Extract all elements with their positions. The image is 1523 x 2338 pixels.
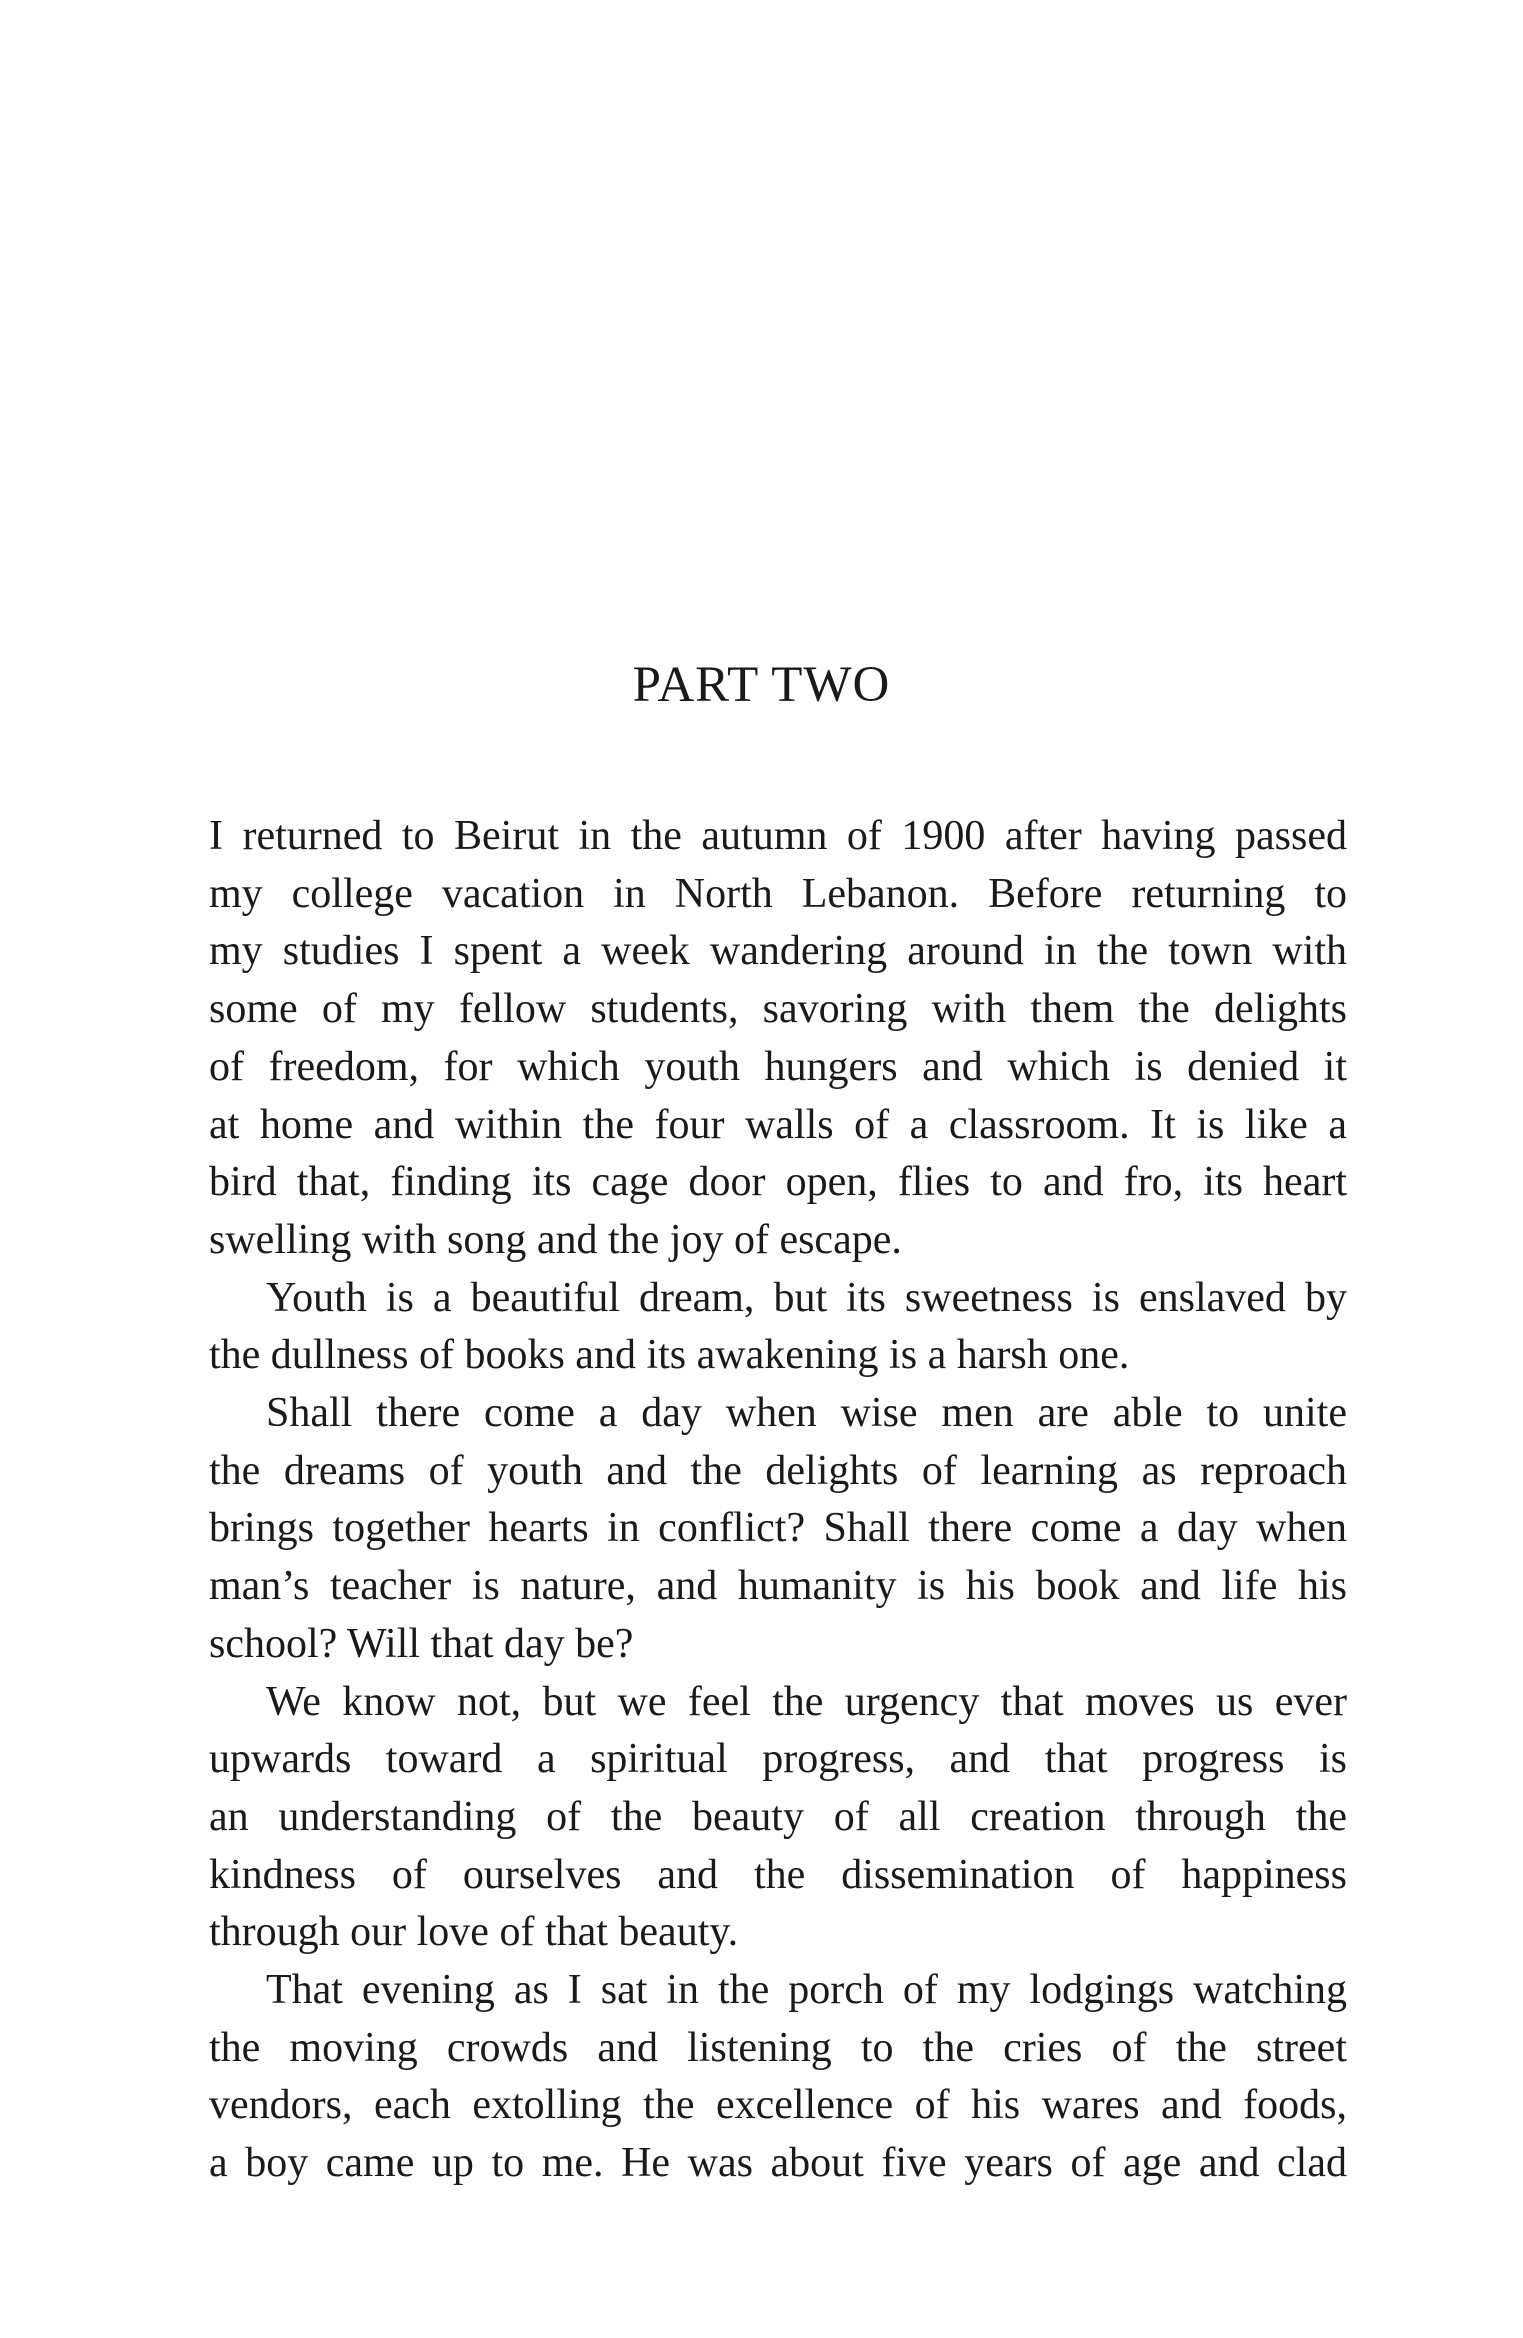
text-line: Shall there come a day when wise men are able to unite [266, 1390, 1347, 1437]
body-text [209, 808, 1347, 2193]
text-line: That evening as I sat in the porch of my lodgings watching [266, 1967, 1347, 2014]
text-line: the moving crowds and listening to the cries of the street [209, 2024, 1347, 2071]
text-line: brings together hearts in conflict? Shall there come a day when [209, 1505, 1347, 1552]
paragraph-3 [209, 1385, 1347, 1674]
text-line: bird that, finding its cage door open, flies to and fro, its heart [209, 1159, 1347, 1206]
text-line: Youth is a beautiful dream, but its sweetness is enslaved by [266, 1274, 1347, 1321]
text-line: through our love of that beauty. [209, 1909, 739, 1956]
text-line: We know not, but we feel the urgency that moves us ever [266, 1678, 1347, 1725]
text-line: at home and within the four walls of a classroom. It is like a [209, 1101, 1347, 1148]
text-line: swelling with song and the joy of escape. [209, 1216, 902, 1263]
text-line: my college vacation in North Lebanon. Before returning to [209, 870, 1347, 917]
text-line: school? Will that day be? [209, 1620, 634, 1667]
text-line: I returned to Beirut in the autumn of 1900 after having passed [209, 813, 1347, 859]
text-line: an understanding of the beauty of all creation through the [209, 1793, 1347, 1840]
text-line: the dreams of youth and the delights of learning as reproach [209, 1447, 1347, 1494]
text-line: kindness of ourselves and the dissemination of happiness [209, 1851, 1347, 1898]
text-line: a boy came up to me. He was about five years of age and clad [209, 2140, 1347, 2187]
text-line: upwards toward a spiritual progress, and that progress is [209, 1736, 1347, 1783]
text-line: vendors, each extolling the excellence of his wares and foods, [209, 2082, 1347, 2129]
text-line: of freedom, for which youth hungers and which is denied it [209, 1043, 1347, 1090]
paragraph-1 [209, 808, 1347, 1270]
text-line: my studies I spent a week wandering around in the town with [209, 928, 1347, 975]
paragraph-2 [209, 1270, 1347, 1385]
paragraph-5 [209, 1962, 1347, 2193]
text-line: some of my fellow students, savoring with them the delights [209, 986, 1347, 1033]
text-line: the dullness of books and its awakening is a harsh one. [209, 1332, 1130, 1379]
text-line: man’s teacher is nature, and humanity is his book and life his [209, 1563, 1347, 1610]
paragraph-4 [209, 1674, 1347, 1963]
part-heading: PART TWO [632, 657, 891, 713]
